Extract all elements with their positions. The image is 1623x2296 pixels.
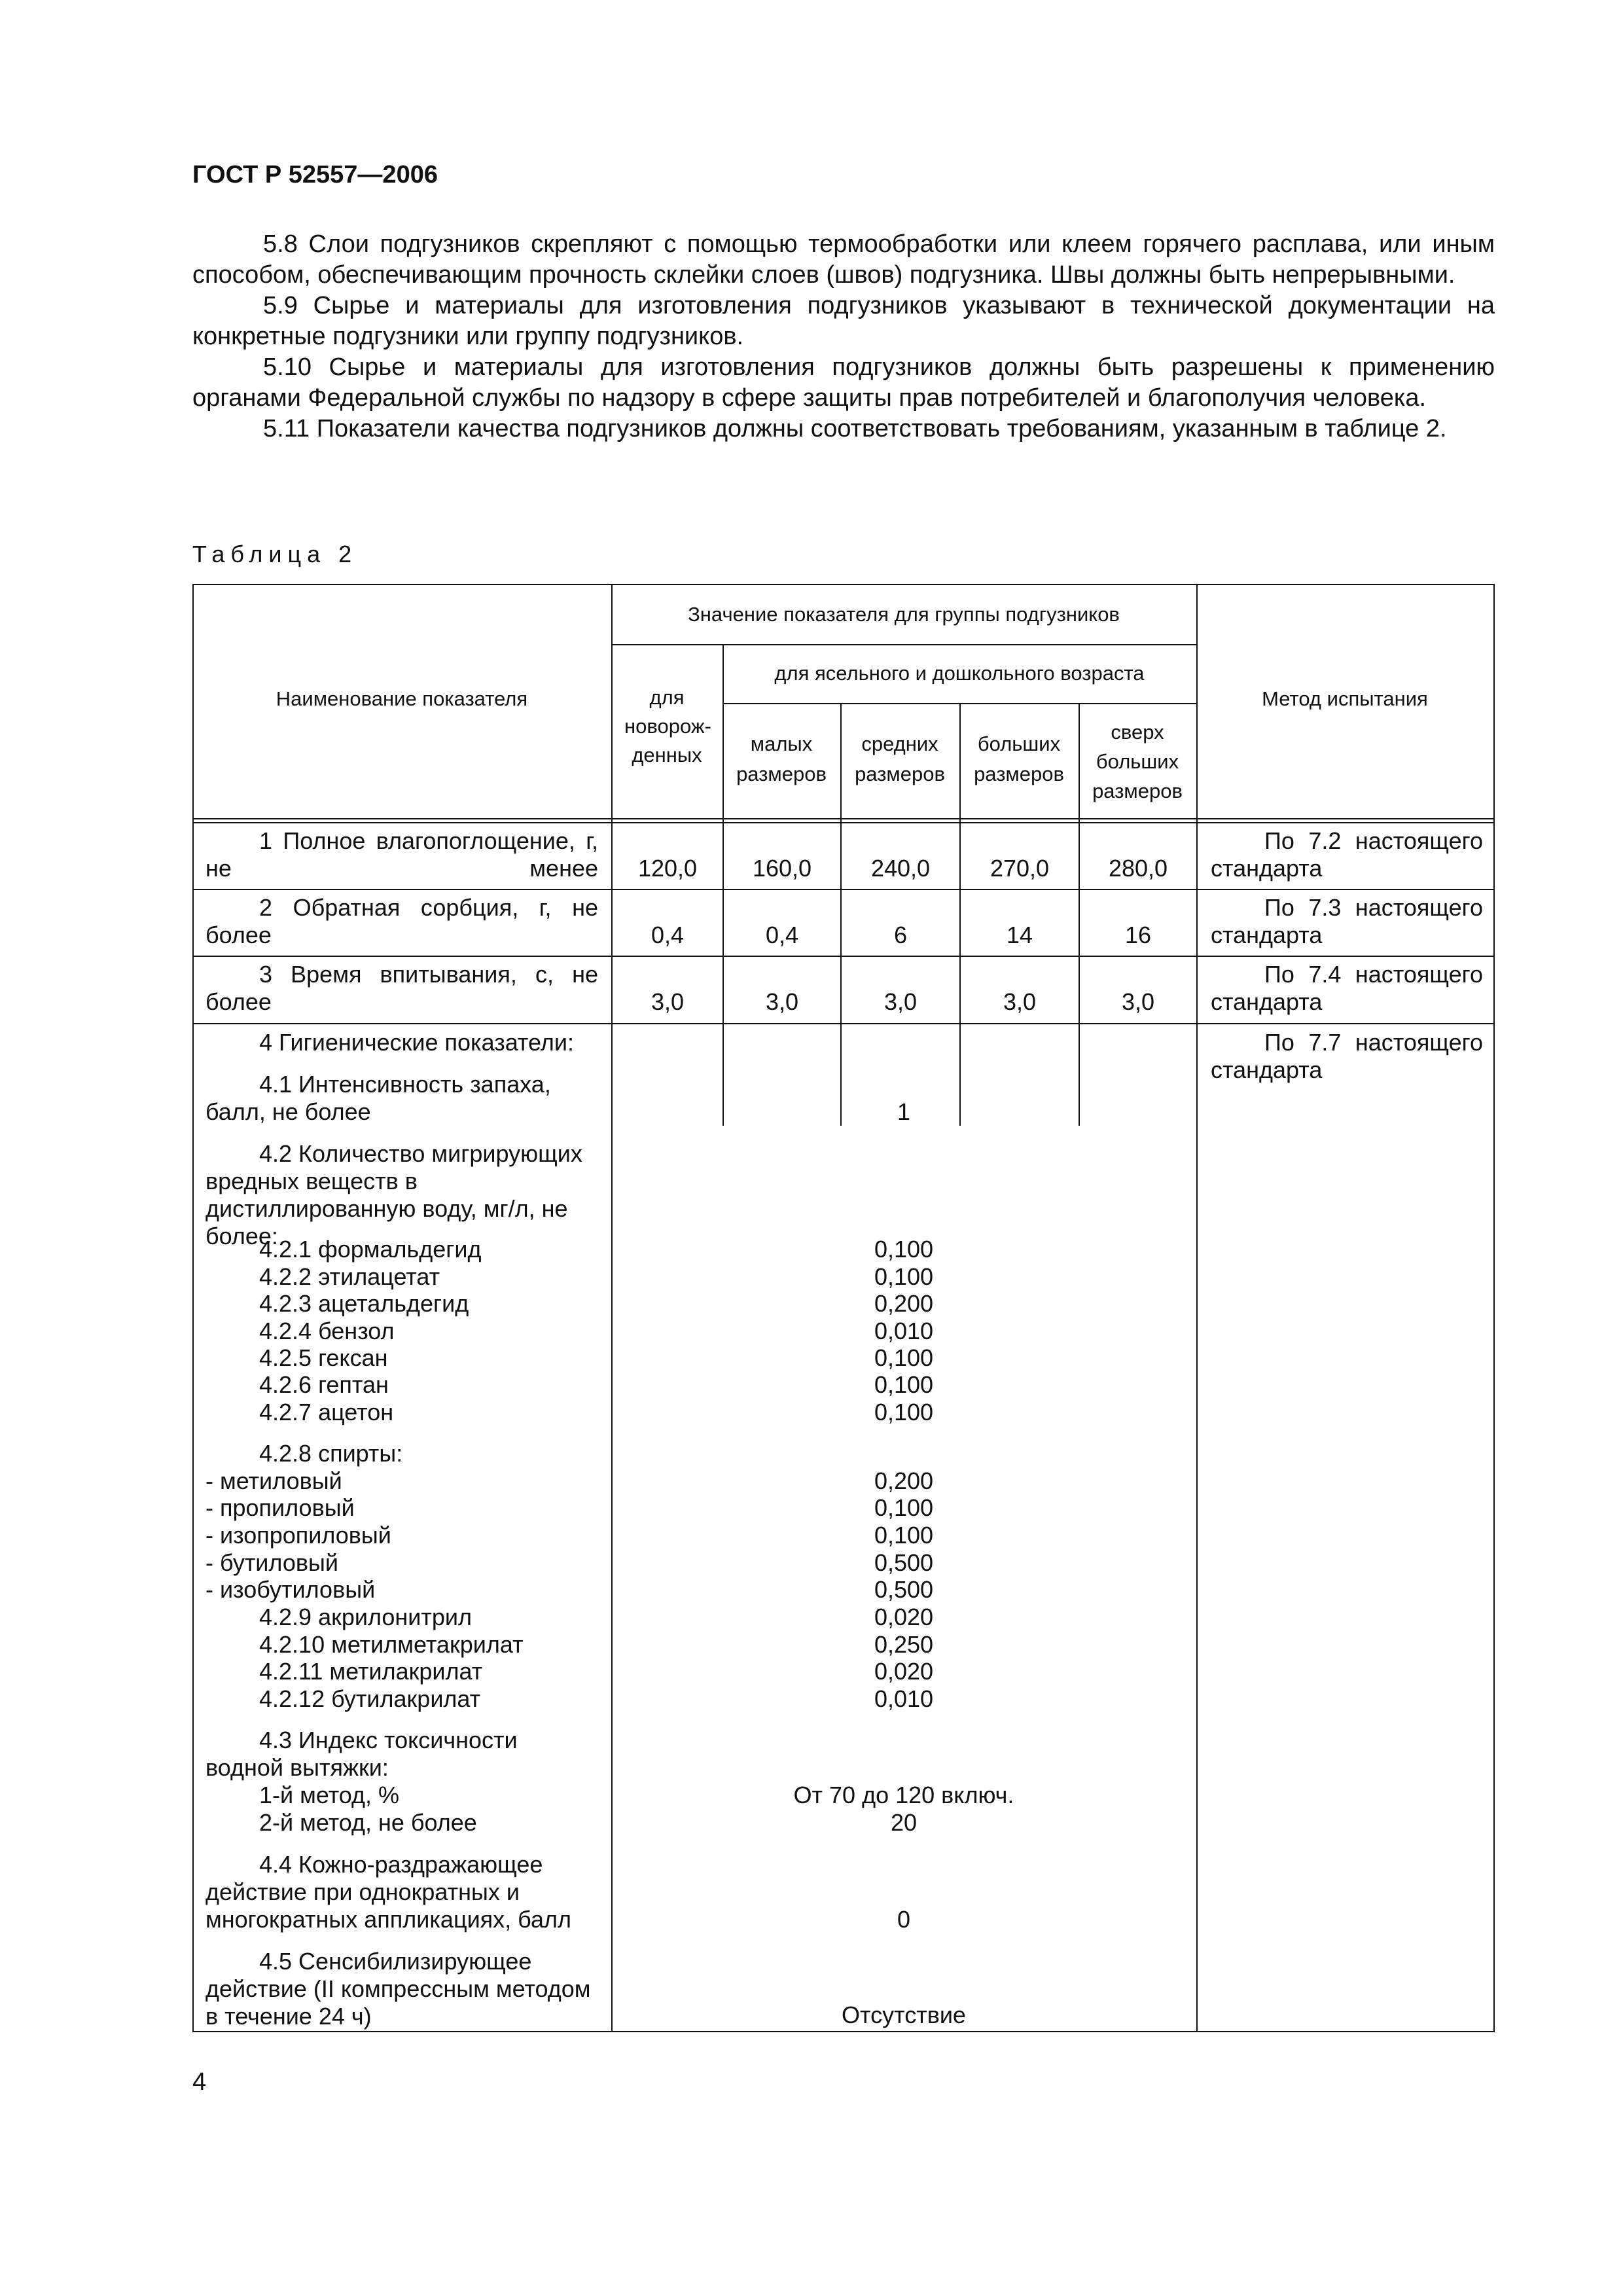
row-name: 1 Полное влагопоглощение, г, не менее [205, 827, 598, 882]
hygiene-method: По 7.7 настоящего стандарта [1211, 1029, 1483, 1083]
toxicity-method-1-value: От 70 до 120 включ. [793, 1782, 1014, 1808]
substance-value: 0,200 [874, 1290, 934, 1317]
toxicity-label: 4.3 Индекс токсичности водной вытяжки: [205, 1727, 518, 1781]
odor-value: 1 [897, 1098, 911, 1125]
paragraph-5-9: 5.9 Сырье и материалы для изготовления подгузников указывают в технической документации на конкретные подгузники или группу подгузников. [192, 292, 1495, 350]
substance-value: 0,100 [874, 1236, 934, 1263]
substance-name: 4.2.1 формальдегид [259, 1236, 482, 1263]
row-value: 240,0 [870, 855, 931, 882]
substance-name: 4.2.5 гексан [259, 1344, 388, 1371]
odor-label: 4.1 Интенсивность запаха, балл, не более [205, 1071, 551, 1125]
row-name: 3 Время впитывания, с, не более [205, 961, 598, 1015]
table-rule [611, 644, 1196, 645]
alcohol-value: 0,100 [874, 1522, 934, 1549]
substance-name: 4.2.10 метилметакрилат [259, 1631, 524, 1658]
table-rule [192, 2031, 1495, 2032]
toxicity-method-2: 2-й метод, не более [259, 1809, 477, 1836]
row-value: 16 [1124, 922, 1152, 948]
table-2 [192, 584, 1495, 2032]
substance-value: 0,100 [874, 1371, 934, 1398]
substance-value: 0,100 [874, 1344, 934, 1371]
row-name: 2 Обратная сорбция, г, не более [205, 894, 598, 948]
substance-value: 0,010 [874, 1318, 934, 1344]
substance-name: 4.2.4 бензол [259, 1318, 395, 1344]
table-rule [192, 822, 1495, 823]
row-value: 3,0 [765, 988, 799, 1015]
row-value: 0,4 [651, 922, 685, 948]
substance-name: 4.2.11 метилакрилат [259, 1658, 483, 1685]
row-value: 120,0 [637, 855, 698, 882]
table-rule [1079, 703, 1080, 1126]
irritation-label: 4.4 Кожно-раздражающее действие при однократных и многократных аппликациях, балл [205, 1851, 572, 1933]
toxicity-method-1: 1-й метод, % [259, 1782, 400, 1808]
row-value: 280,0 [1108, 855, 1168, 882]
header-method: Метод испытания [1262, 687, 1428, 710]
substance-name: 4.2.3 ацетальдегид [259, 1290, 469, 1317]
substance-value: 0,100 [874, 1263, 934, 1290]
table-rule [840, 703, 842, 1126]
row-method: По 7.4 настоящего стандарта [1211, 961, 1483, 1015]
paragraph-5-8: 5.8 Слои подгузников скрепляют с помощью термообработки или клеем горячего расплава, или иным способом, обеспечивающим прочность склейки слоев (швов) подгузника. Швы должны быть непрерывными. [192, 230, 1495, 289]
paragraph-5-10: 5.10 Сырье и материалы для изготовления подгузников должны быть разрешены к применению органами Федеральной службы по надзору в сфере защиты прав потребителей и благополучия человека. [192, 353, 1495, 412]
substance-value: 0,250 [874, 1631, 934, 1658]
table-rule [192, 584, 194, 2032]
header-medium: средних размеров [855, 732, 945, 785]
toxicity-method-2-value: 20 [890, 1809, 918, 1836]
row-value: 3,0 [1003, 988, 1037, 1015]
document-code: ГОСТ Р 52557—2006 [192, 161, 438, 188]
table-rule [959, 703, 961, 1126]
table-rule [192, 818, 1495, 819]
text-section [192, 229, 1495, 444]
alcohol-name: - изопропиловый [205, 1522, 391, 1549]
row-value: 3,0 [651, 988, 685, 1015]
hygiene-title: 4 Гигиенические показатели: [259, 1029, 574, 1056]
sensitization-value: Отсутствие [842, 2001, 966, 2028]
substance-name: 4.2.7 ацетон [259, 1399, 394, 1426]
table-rule [192, 956, 1495, 957]
alcohols-label: 4.2.8 спирты: [259, 1440, 403, 1467]
header-small: малых размеров [736, 732, 827, 785]
alcohol-name: - пропиловый [205, 1494, 355, 1521]
page-number: 4 [192, 2068, 207, 2096]
table-rule [1493, 584, 1495, 2032]
table-rule [192, 889, 1495, 890]
irritation-value: 0 [897, 1906, 911, 1933]
row-value: 3,0 [883, 988, 918, 1015]
alcohol-value: 0,100 [874, 1494, 934, 1521]
table-rule [192, 584, 1495, 585]
sensitization-label: 4.5 Сенсибилизирующее действие (II компрессным методом в течение 24 ч) [205, 1948, 591, 2030]
migrating-label: 4.2 Количество мигрирующих вредных веществ в дистиллированную воду, мг/л, не более: [205, 1140, 582, 1249]
row-method: По 7.2 настоящего стандарта [1211, 827, 1483, 882]
header-xlarge: сверх больших размеров [1092, 721, 1183, 802]
substance-name: 4.2.12 бутилакрилат [259, 1685, 481, 1712]
paragraph-5-11: 5.11 Показатели качества подгузников должны соответствовать требованиям, указанным в таблице 2. [263, 415, 1447, 442]
row-value: 6 [893, 922, 908, 948]
alcohol-name: - бутиловый [205, 1549, 338, 1576]
alcohol-value: 0,200 [874, 1467, 934, 1494]
substance-value: 0,020 [874, 1658, 934, 1685]
table-rule [192, 1023, 1495, 1024]
substance-name: 4.2.6 гептан [259, 1371, 389, 1398]
header-age-group: для ясельного и дошкольного возраста [774, 662, 1145, 685]
header-newborn: для новорож-денных [624, 686, 711, 766]
table-rule [722, 644, 724, 1126]
alcohol-name: - изобутиловый [205, 1576, 376, 1603]
substance-name: 4.2.9 акрилонитрил [259, 1604, 473, 1630]
substance-name: 4.2.2 этилацетат [259, 1263, 440, 1290]
table-rule [1196, 584, 1198, 2032]
substance-value: 0,020 [874, 1604, 934, 1630]
row-value: 270,0 [990, 855, 1050, 882]
alcohol-value: 0,500 [874, 1576, 934, 1603]
substance-value: 0,010 [874, 1685, 934, 1712]
substance-value: 0,100 [874, 1399, 934, 1426]
table-caption: Таблица 2 [192, 541, 358, 567]
row-value: 160,0 [752, 855, 812, 882]
alcohol-name: - метиловый [205, 1467, 342, 1494]
row-value: 14 [1006, 922, 1033, 948]
row-method: По 7.3 настоящего стандарта [1211, 894, 1483, 948]
header-large: больших размеров [974, 732, 1064, 785]
header-value-group: Значение показателя для группы подгузников [688, 603, 1120, 626]
header-name: Наименование показателя [276, 687, 528, 710]
row-value: 3,0 [1121, 988, 1155, 1015]
alcohol-value: 0,500 [874, 1549, 934, 1576]
row-value: 0,4 [765, 922, 799, 948]
